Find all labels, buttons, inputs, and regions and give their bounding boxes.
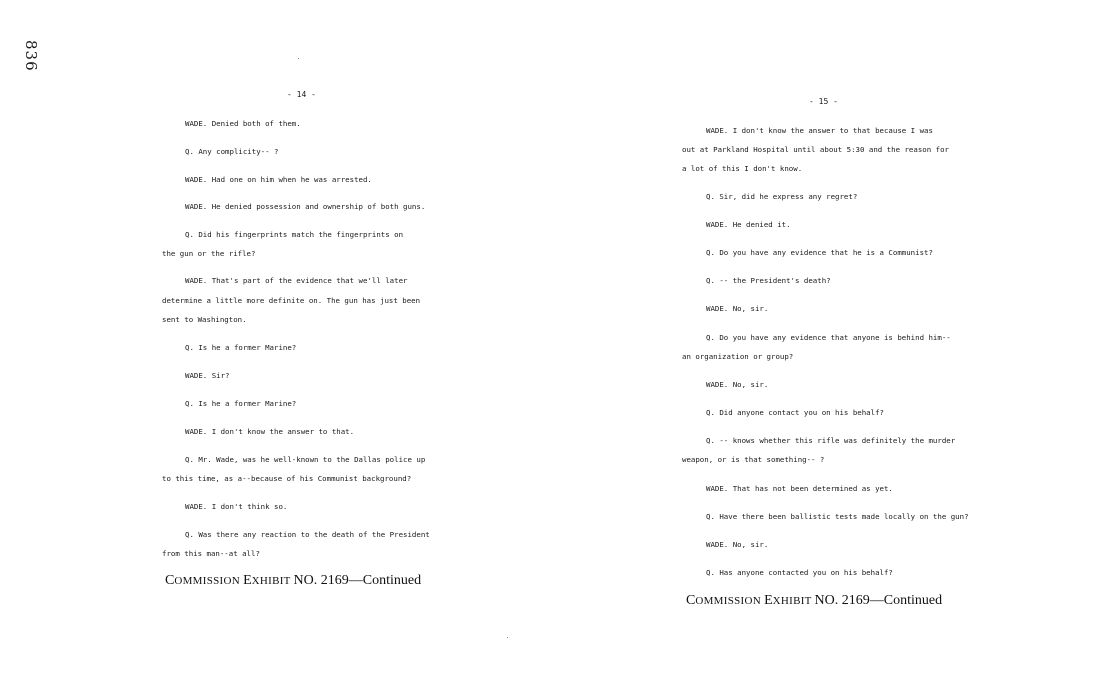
caption-part: E [764,593,773,608]
text-line: WADE. He denied possession and ownership of both guns. [185,202,426,211]
text-line: Q. Is he a former Marine? [185,399,297,408]
caption-part: C [165,573,175,588]
text-line: determine a little more definite on. The gun has just been [162,296,421,305]
text-line: WADE. No, sir. [706,304,769,313]
text-line: sent to Washington. [162,315,247,324]
text-line: to this time, as a--because of his Communist background? [162,474,412,483]
text-line: Q. Mr. Wade, was he well-known to the Dallas police up [185,455,426,464]
text-line: WADE. Sir? [185,371,230,380]
text-line: WADE. No, sir. [706,380,769,389]
caption-part: N [814,593,825,608]
scan-speck [507,637,508,638]
text-line: Q. -- knows whether this rifle was definitely the murder [706,436,956,445]
text-line: Q. Have there been ballistic tests made locally on the gun? [706,512,969,521]
caption-part: OMMISSION [695,595,765,607]
text-line: Q. Did his fingerprints match the fingerprints on [185,230,404,239]
text-line: WADE. I don't know the answer to that. [185,427,355,436]
text-line: Q. -- the President's death? [706,276,831,285]
text-line: weapon, or is that something-- ? [682,455,825,464]
left-page-header: - 14 - [287,90,316,99]
text-line: Q. Sir, did he express any regret? [706,192,858,201]
side-page-number: 836 [22,40,40,72]
text-line: Q. Was there any reaction to the death of the President [185,530,430,539]
text-line: WADE. That's part of the evidence that we'll later [185,276,408,285]
caption-part: O. 2169—Continued [824,593,943,608]
scan-speck [298,58,299,59]
text-line: Q. Do you have any evidence that anyone is behind him-- [706,333,951,342]
text-line: out at Parkland Hospital until about 5:30 and the reason for [682,145,949,154]
text-line: WADE. That has not been determined as yet. [706,484,893,493]
text-line: WADE. Denied both of them. [185,119,301,128]
left-exhibit-caption [165,573,421,589]
text-line: from this man--at all? [162,549,260,558]
text-line: WADE. I don't know the answer to that because I was [706,126,933,135]
caption-part: XHIBIT [772,595,815,607]
caption-part: XHIBIT [251,575,294,587]
caption-part: C [686,593,696,608]
caption-part: O. 2169—Continued [303,573,422,588]
text-line: WADE. I don't think so. [185,502,288,511]
right-exhibit-caption [686,593,942,609]
text-line: WADE. No, sir. [706,540,769,549]
text-line: the gun or the rifle? [162,249,256,258]
text-line: Q. Any complicity-- ? [185,147,279,156]
caption-part: OMMISSION [174,575,244,587]
right-page-header: - 15 - [809,97,838,106]
text-line: Q. Is he a former Marine? [185,343,297,352]
text-line: Q. Has anyone contacted you on his behalf? [706,568,893,577]
caption-part: E [243,573,252,588]
text-line: WADE. Had one on him when he was arrested. [185,175,372,184]
text-line: Q. Do you have any evidence that he is a Communist? [706,248,933,257]
text-line: Q. Did anyone contact you on his behalf? [706,408,884,417]
text-line: a lot of this I don't know. [682,164,803,173]
text-line: WADE. He denied it. [706,220,791,229]
caption-part: N [293,573,304,588]
text-line: an organization or group? [682,352,794,361]
